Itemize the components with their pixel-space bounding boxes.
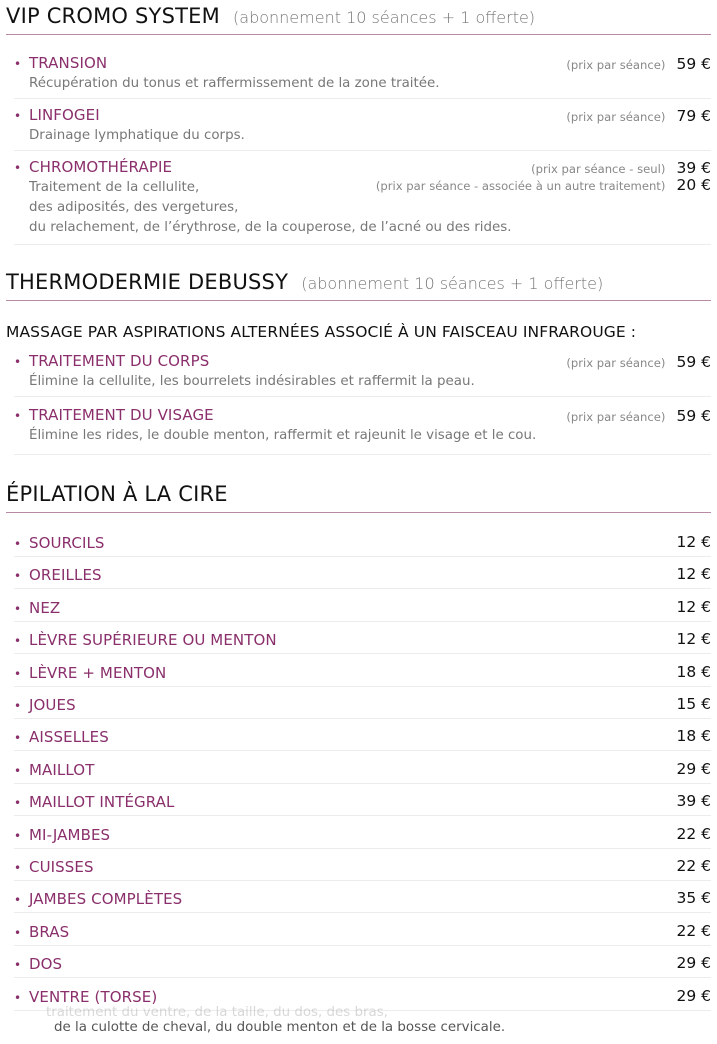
item-name: LÈVRE + MENTON [29, 663, 167, 682]
bullet-icon: • [14, 796, 22, 811]
price: 29 € [676, 759, 711, 778]
list-item [14, 824, 711, 849]
item-description: Traitement de la cellulite, [29, 180, 200, 195]
price: 22 € [676, 824, 711, 843]
item-name: TRANSION [29, 54, 108, 72]
item-name: LINFOGEI [29, 106, 100, 124]
price-note: (prix par séance - associée à un autre traitement) [375, 179, 666, 193]
list-item [14, 54, 711, 99]
price: 18 € [676, 727, 711, 746]
bullet-icon: • [14, 537, 22, 551]
price-note: (prix par séance) [566, 110, 666, 124]
list-item [14, 597, 711, 622]
item-name: LÈVRE SUPÉRIEURE OU MENTON [29, 631, 277, 650]
price: 12 € [676, 597, 711, 616]
bullet-icon: • [14, 161, 22, 175]
price-box [566, 406, 711, 425]
item-name: CHROMOTHÉRAPIE [29, 158, 173, 176]
bullet-icon: • [14, 699, 22, 713]
bullet-icon: • [14, 925, 22, 940]
item-name: SOURCILS [29, 534, 105, 552]
item-name: MAILLOT INTÉGRAL [29, 793, 175, 812]
price: 20 € [676, 176, 711, 194]
bullet-icon: • [14, 409, 22, 423]
price: 22 € [676, 857, 711, 875]
list-item [14, 694, 711, 719]
item-name: NEZ [29, 598, 61, 617]
item-name: BRAS [29, 922, 70, 941]
list-item [14, 158, 711, 245]
section-title: ÉPILATION À LA CIRE [6, 482, 228, 506]
price: 79 € [676, 107, 711, 125]
section-title: THERMODERMIE DEBUSSY [6, 270, 289, 294]
list-item [14, 352, 711, 397]
price: 18 € [676, 662, 711, 681]
item-name: DOS [29, 955, 63, 974]
item-description: Élimine les rides, le double menton, raffermit et rajeunit le visage et le cou. [29, 428, 537, 443]
list-item [14, 629, 711, 654]
price-box [566, 54, 711, 73]
price: 59 € [676, 55, 711, 73]
item-description: Récupération du tonus et raffermissement de la zone traitée. [29, 76, 440, 91]
section-subtitle: (abonnement 10 séances + 1 offerte) [233, 8, 536, 27]
section-subtitle: (abonnement 10 séances + 1 offerte) [301, 274, 604, 293]
footer-text: de la culotte de cheval, du double menton et de la bosse cervicale. [54, 1020, 506, 1035]
list-item [14, 106, 711, 151]
price: 15 € [676, 695, 711, 713]
price: 59 € [676, 353, 711, 371]
item-name: TRAITEMENT DU VISAGE [29, 406, 214, 424]
bullet-icon: • [14, 569, 22, 584]
price-note: (prix par séance - seul) [531, 162, 666, 176]
item-description: Drainage lymphatique du corps. [29, 128, 245, 143]
bullet-icon: • [14, 893, 22, 908]
price-box [566, 106, 711, 125]
price: 12 € [676, 565, 711, 584]
list-item [14, 888, 711, 913]
bullet-icon: • [14, 634, 22, 649]
section-title: VIP CROMO SYSTEM [6, 4, 220, 28]
price: 39 € [676, 792, 711, 811]
list-item [14, 791, 711, 816]
section-header-wax [6, 482, 711, 513]
item-name: OREILLES [29, 566, 102, 585]
price: 29 € [676, 954, 711, 973]
bullet-icon: • [14, 666, 22, 681]
item-name: JAMBES COMPLÈTES [29, 890, 183, 909]
list-item [14, 726, 711, 751]
bullet-icon: • [14, 57, 22, 71]
price-box [376, 175, 711, 194]
section-header-vip [6, 4, 711, 35]
list-item [14, 564, 711, 589]
section-intro: MASSAGE PAR ASPIRATIONS ALTERNÉES ASSOCIÉ À UN FAISCEAU INFRAROUGE : [6, 323, 637, 341]
price: 12 € [676, 630, 711, 649]
list-item [14, 921, 711, 946]
list-item [14, 532, 711, 557]
list-item [14, 406, 711, 455]
price: 12 € [676, 533, 711, 551]
item-name: TRAITEMENT DU CORPS [29, 352, 210, 370]
bullet-icon: • [14, 763, 22, 778]
bullet-icon: • [14, 958, 22, 973]
item-name: VENTRE (TORSE) [29, 987, 158, 1006]
bullet-icon: • [14, 109, 22, 123]
bullet-icon: • [14, 601, 22, 616]
price: 22 € [676, 921, 711, 940]
list-item [14, 662, 711, 687]
list-item [14, 856, 711, 881]
item-name: AISSELLES [29, 728, 109, 747]
price: 59 € [676, 407, 711, 425]
bullet-icon: • [14, 731, 22, 746]
price-note: (prix par séance) [566, 58, 666, 72]
bullet-icon: • [14, 990, 22, 1005]
item-name: MI-JAMBES [29, 825, 111, 844]
footer-ghost-text: traitement du ventre, de la taille, du dos, des bras, [46, 1005, 388, 1020]
price: 29 € [676, 986, 711, 1005]
item-name: CUISSES [29, 858, 94, 876]
bullet-icon: • [14, 861, 22, 875]
item-description: du relachement, de l’érythrose, de la couperose, de l’acné ou des rides. [29, 220, 512, 235]
section-header-thermo [6, 270, 711, 301]
bullet-icon: • [14, 355, 22, 369]
bullet-icon: • [14, 828, 22, 843]
price-note: (prix par séance) [566, 356, 666, 370]
item-description: des adiposités, des vergetures, [29, 200, 239, 215]
price: 39 € [676, 159, 711, 177]
price: 35 € [676, 889, 711, 908]
list-item [14, 953, 711, 978]
item-description: Élimine la cellulite, les bourrelets indésirables et raffermit la peau. [29, 374, 475, 389]
price-box [566, 352, 711, 371]
item-name: JOUES [29, 696, 76, 714]
price-note: (prix par séance) [566, 410, 666, 424]
item-name: MAILLOT [29, 760, 95, 779]
list-item [14, 759, 711, 784]
